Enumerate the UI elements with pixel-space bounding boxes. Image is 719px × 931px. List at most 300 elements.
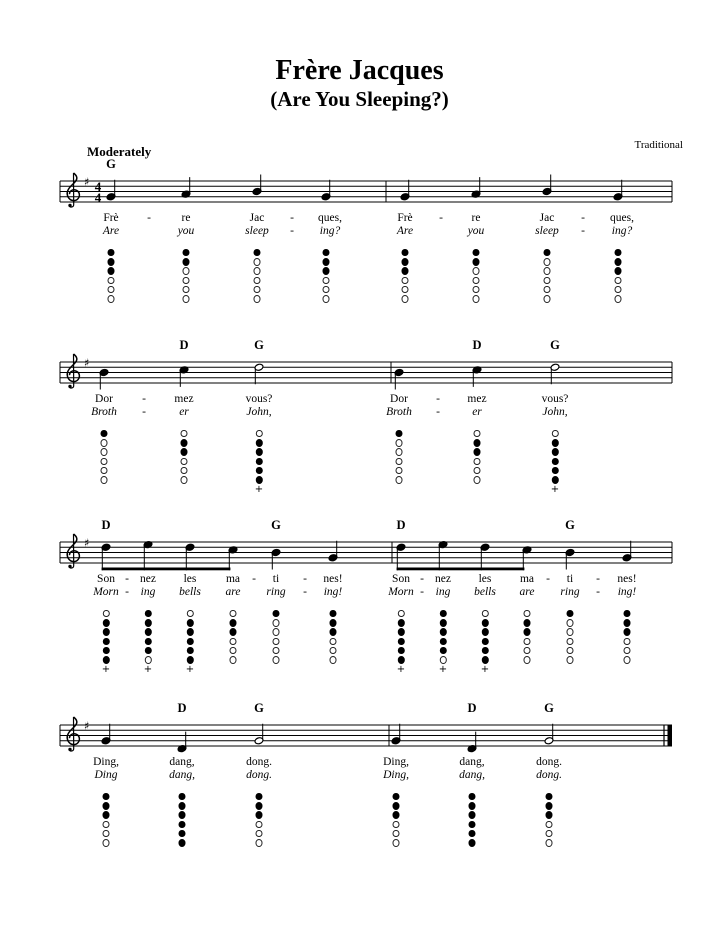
lyric-syllable-translation: Are [396,225,414,237]
hole-filled-icon [255,458,262,466]
hole-open-icon [323,277,330,285]
hole-open-icon [546,839,553,847]
overblow-plus-marker: + [396,663,406,675]
hole-open-icon [397,610,404,618]
hole-open-icon [256,830,263,838]
lyric-syllable: Jac [539,212,555,224]
fingering-diagram [255,428,263,494]
hole-filled-icon [481,656,488,664]
hole-filled-icon [402,267,409,275]
hole-filled-icon [255,476,262,484]
fingering-diagram [273,608,280,666]
hole-filled-icon [256,793,263,801]
fingering-diagram [256,791,263,849]
fingering-diagram [615,247,622,305]
hole-open-icon [183,277,190,285]
hole-filled-icon [186,647,193,655]
hole-open-icon [230,610,237,618]
hole-filled-icon [481,628,488,636]
hole-open-icon [254,295,261,303]
hole-open-icon [323,295,330,303]
hole-open-icon [544,286,551,294]
hole-filled-icon [179,821,186,829]
hole-open-icon [524,647,531,655]
hole-open-icon [396,458,403,466]
lyric-syllable: re [181,212,191,224]
hole-open-icon [474,476,481,484]
lyric-syllable-translation: - [581,225,585,237]
chord-label: G [254,338,264,352]
hole-filled-icon [439,638,446,646]
key-signature-sharp: ♯ [84,536,90,550]
hole-open-icon [273,619,280,627]
lyric-syllable: ti [272,573,280,585]
lyric-syllable: les [478,573,492,585]
overblow-plus-marker: + [185,663,195,675]
hole-open-icon [181,430,188,438]
hole-filled-icon [469,811,476,819]
lyric-syllable: - [303,573,307,585]
fingering-diagram [179,791,186,849]
hole-filled-icon [144,647,151,655]
hole-filled-icon [181,439,188,447]
lyric-syllable: dang, [459,756,485,768]
song-subtitle: (Are You Sleeping?) [270,87,449,111]
hole-open-icon [254,258,261,266]
hole-filled-icon [393,793,400,801]
fingering-diagram [567,608,574,666]
hole-filled-icon [108,267,115,275]
lyric-syllable: - [125,573,129,585]
hole-filled-icon [624,628,631,636]
fingering-diagram [323,247,330,305]
lyric-syllable: mez [174,393,194,405]
lyric-syllable-translation: John, [246,406,272,418]
fingering-diagram [544,247,551,305]
hole-open-icon [473,286,480,294]
fingering-diagram [230,608,237,666]
hole-open-icon [254,277,261,285]
hole-open-icon [567,647,574,655]
hole-filled-icon [255,439,262,447]
hole-open-icon [101,439,108,447]
hole-filled-icon [524,628,531,636]
hole-open-icon [396,467,403,475]
chord-label: D [396,518,406,532]
hole-open-icon [481,610,488,618]
hole-filled-icon [186,628,193,636]
hole-filled-icon [397,638,404,646]
lyric-syllable-translation: ring [266,586,286,598]
lyric-syllable: vous? [245,393,273,405]
hole-open-icon [181,458,188,466]
hole-open-icon [323,286,330,294]
hole-open-icon [108,286,115,294]
lyric-syllable: - [596,573,600,585]
fingering-diagram [393,791,400,849]
lyric-syllable-translation: you [467,225,485,237]
fingering-diagram [469,791,476,849]
lyric-syllable-translation: Ding [94,769,118,781]
hole-open-icon [473,277,480,285]
lyric-syllable-translation: ing? [319,225,341,237]
hole-open-icon [183,295,190,303]
lyric-syllable: - [546,573,550,585]
hole-open-icon [544,267,551,275]
fingering-diagram [101,428,108,486]
hole-filled-icon [469,793,476,801]
lyric-syllable: Dor [95,393,113,405]
chord-label: D [177,701,187,715]
key-signature-sharp: ♯ [84,719,90,733]
fingering-diagram [186,608,194,674]
hole-filled-icon [481,638,488,646]
hole-filled-icon [469,802,476,810]
lyric-syllable-translation: dang, [459,769,485,781]
overblow-plus-marker: + [438,663,448,675]
key-signature-sharp: ♯ [84,175,90,189]
overblow-plus-marker: + [101,663,111,675]
hole-filled-icon [397,628,404,636]
overblow-plus-marker: + [550,483,560,495]
hole-open-icon [101,458,108,466]
hole-open-icon [624,656,631,664]
hole-open-icon [615,277,622,285]
lyric-syllable: dong. [536,756,562,768]
lyric-syllable-translation: - [290,225,294,237]
fingering-diagram [524,608,531,666]
hole-open-icon [474,467,481,475]
lyric-syllable: Ding, [93,756,119,768]
hole-open-icon [273,638,280,646]
hole-filled-icon [256,811,263,819]
overblow-plus-marker: + [143,663,153,675]
lyric-syllable-translation: ing? [611,225,633,237]
hole-filled-icon [144,628,151,636]
overblow-plus-marker: + [254,483,264,495]
lyric-syllable: Ding, [383,756,409,768]
hole-open-icon [624,647,631,655]
hole-filled-icon [402,258,409,266]
hole-open-icon [183,267,190,275]
hole-open-icon [103,821,110,829]
hole-filled-icon [144,619,151,627]
hole-filled-icon [330,619,337,627]
hole-filled-icon [469,830,476,838]
lyric-syllable: ma [225,573,241,585]
lyric-syllable-translation: sleep [245,225,269,237]
hole-open-icon [474,430,481,438]
lyric-syllable-translation: Broth [386,406,412,418]
hole-open-icon [108,277,115,285]
hole-open-icon [181,467,188,475]
hole-filled-icon [481,619,488,627]
lyric-syllable-translation: Ding, [383,769,409,781]
hole-filled-icon [469,839,476,847]
lyric-syllable-translation: - [420,586,424,598]
lyric-syllable: vous? [541,393,569,405]
hole-filled-icon [273,610,280,618]
hole-open-icon [396,476,403,484]
lyric-syllable: nes! [617,573,637,585]
hole-filled-icon [439,647,446,655]
hole-open-icon [102,610,109,618]
lyric-syllable: Son [97,573,115,585]
hole-open-icon [567,628,574,636]
hole-filled-icon [144,638,151,646]
hole-filled-icon [102,656,109,664]
hole-filled-icon [551,439,558,447]
hole-filled-icon [323,249,330,257]
hole-filled-icon [103,793,110,801]
hole-open-icon [393,839,400,847]
lyric-syllable-translation: - [436,406,440,418]
hole-open-icon [330,656,337,664]
fingering-diagram [330,608,337,666]
fingering-diagram [402,247,409,305]
hole-open-icon [473,267,480,275]
lyric-syllable: ma [519,573,535,585]
lyric-syllable: Dor [390,393,408,405]
hole-open-icon [396,439,403,447]
hole-filled-icon [546,811,553,819]
lyric-syllable-translation: ing! [617,586,637,598]
lyric-syllable-translation: ring [560,586,580,598]
hole-open-icon [103,839,110,847]
chord-label: G [550,338,560,352]
lyric-syllable: - [420,573,424,585]
hole-filled-icon [230,619,237,627]
fingering-diagram [474,428,481,486]
hole-filled-icon [144,610,151,618]
hole-filled-icon [439,610,446,618]
hole-filled-icon [546,793,553,801]
chord-label: D [467,701,477,715]
hole-open-icon [524,656,531,664]
lyric-syllable: dong. [246,756,272,768]
hole-filled-icon [481,647,488,655]
hole-open-icon [230,638,237,646]
hole-filled-icon [103,802,110,810]
lyric-syllable-translation: ing! [323,586,343,598]
lyric-syllable: nes! [323,573,343,585]
hole-open-icon [567,638,574,646]
hole-filled-icon [254,249,261,257]
hole-open-icon [544,258,551,266]
fingering-diagram [397,608,405,674]
lyric-syllable-translation: Morn [388,586,414,598]
hole-open-icon [255,430,262,438]
lyric-syllable: dang, [169,756,195,768]
hole-open-icon [103,830,110,838]
fingering-diagram [183,247,190,305]
lyric-syllable-translation: are [519,586,535,598]
hole-open-icon [330,647,337,655]
lyric-syllable: Son [392,573,410,585]
lyric-syllable-translation: are [225,586,241,598]
lyric-syllable: nez [435,573,451,585]
hole-filled-icon [183,258,190,266]
hole-filled-icon [474,448,481,456]
hole-open-icon [273,647,280,655]
hole-filled-icon [179,793,186,801]
hole-filled-icon [323,267,330,275]
hole-filled-icon [397,656,404,664]
lyric-syllable-translation: bells [474,586,496,598]
hole-open-icon [183,286,190,294]
hole-open-icon [254,267,261,275]
hole-open-icon [186,610,193,618]
hole-filled-icon [103,811,110,819]
lyric-syllable-translation: dong. [246,769,272,781]
hole-open-icon [230,656,237,664]
hole-open-icon [396,448,403,456]
hole-open-icon [273,628,280,636]
chord-label: G [544,701,554,715]
hole-filled-icon [102,619,109,627]
song-title: Frère Jacques [275,55,444,86]
hole-filled-icon [101,430,108,438]
lyric-syllable-translation: dong. [536,769,562,781]
hole-filled-icon [397,619,404,627]
hole-open-icon [256,821,263,829]
hole-open-icon [551,430,558,438]
hole-open-icon [524,638,531,646]
lyric-syllable: Frè [397,212,413,224]
hole-open-icon [101,467,108,475]
hole-open-icon [393,821,400,829]
hole-filled-icon [255,448,262,456]
fingering-diagram [439,608,447,674]
fingering-diagram [473,247,480,305]
lyric-syllable: mez [467,393,487,405]
lyric-syllable-translation: bells [179,586,201,598]
lyric-syllable-translation: - [142,406,146,418]
hole-filled-icon [474,439,481,447]
hole-open-icon [402,286,409,294]
fingering-diagram [254,247,261,305]
time-signature-bottom: 4 [94,190,102,206]
time-signature-top: 4 [94,178,102,194]
hole-open-icon [256,839,263,847]
lyric-syllable-translation: - [125,586,129,598]
hole-filled-icon [615,249,622,257]
hole-open-icon [101,476,108,484]
hole-filled-icon [256,802,263,810]
lyric-syllable: - [252,573,256,585]
hole-filled-icon [624,619,631,627]
hole-open-icon [402,295,409,303]
lyric-syllable-translation: dang, [169,769,195,781]
lyric-syllable: - [439,212,443,224]
lyric-syllable: - [581,212,585,224]
fingering-diagram [181,428,188,486]
overblow-plus-marker: + [480,663,490,675]
hole-filled-icon [402,249,409,257]
fingering-diagram [546,791,553,849]
lyric-syllable: nez [140,573,156,585]
hole-filled-icon [567,610,574,618]
lyric-syllable: - [142,393,146,405]
hole-filled-icon [469,821,476,829]
hole-filled-icon [179,802,186,810]
lyric-syllable: re [471,212,481,224]
hole-filled-icon [393,802,400,810]
hole-open-icon [624,638,631,646]
lyric-syllable: Frè [103,212,119,224]
lyric-syllable-translation: er [472,406,482,418]
hole-open-icon [439,656,446,664]
hole-open-icon [230,647,237,655]
hole-filled-icon [186,656,193,664]
hole-open-icon [544,295,551,303]
hole-filled-icon [397,647,404,655]
hole-filled-icon [186,619,193,627]
key-signature-sharp: ♯ [84,356,90,370]
hole-filled-icon [330,610,337,618]
hole-filled-icon [102,638,109,646]
lyric-syllable-translation: Broth [91,406,117,418]
hole-open-icon [474,458,481,466]
chord-label: D [472,338,482,352]
hole-open-icon [402,277,409,285]
hole-filled-icon [439,628,446,636]
hole-filled-icon [615,258,622,266]
chord-label: G [106,157,116,171]
lyric-syllable: ti [566,573,574,585]
hole-filled-icon [230,628,237,636]
hole-open-icon [144,656,151,664]
hole-filled-icon [551,448,558,456]
hole-filled-icon [330,628,337,636]
hole-open-icon [546,821,553,829]
hole-open-icon [567,656,574,664]
hole-open-icon [254,286,261,294]
chord-label: D [101,518,111,532]
hole-filled-icon [473,249,480,257]
chord-label: G [254,701,264,715]
hole-filled-icon [524,619,531,627]
hole-filled-icon [551,467,558,475]
lyric-syllable-translation: - [596,586,600,598]
hole-open-icon [567,619,574,627]
fingering-diagram [102,608,110,674]
hole-filled-icon [179,830,186,838]
lyric-syllable-translation: John, [542,406,568,418]
chord-label: D [179,338,189,352]
lyric-syllable: - [436,393,440,405]
tempo-marking: Moderately [87,144,152,159]
hole-filled-icon [102,647,109,655]
hole-open-icon [615,286,622,294]
lyric-syllable: - [147,212,151,224]
hole-open-icon [524,610,531,618]
fingering-diagram [103,791,110,849]
lyric-syllable-translation: you [177,225,195,237]
hole-filled-icon [102,628,109,636]
lyric-syllable: - [290,212,294,224]
chord-label: G [565,518,575,532]
hole-open-icon [544,277,551,285]
hole-open-icon [181,476,188,484]
fingering-diagram [551,428,559,494]
hole-open-icon [273,656,280,664]
composer-credit: Traditional [634,139,683,151]
hole-open-icon [101,448,108,456]
hole-filled-icon [551,458,558,466]
lyric-syllable: les [183,573,197,585]
hole-filled-icon [255,467,262,475]
